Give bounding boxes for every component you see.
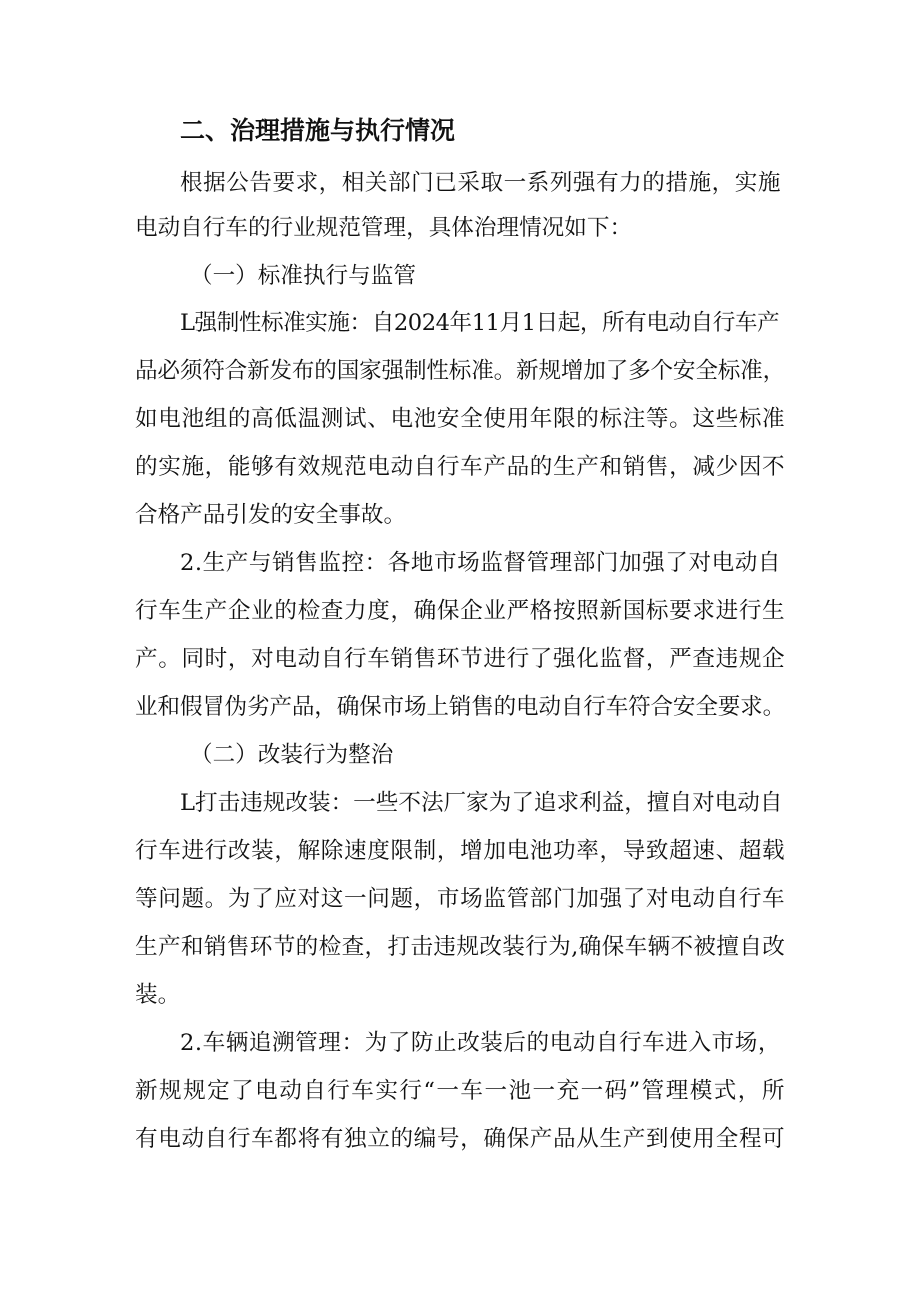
paragraph-line: 如电池组的高低温测试、电池安全使用年限的标注等。这些标准	[135, 406, 786, 432]
paragraph-line: L强制性标准实施：自2024年11月1日起，所有电动自行车产	[180, 310, 780, 336]
paragraph-line: 等问题。为了应对这一问题，市场监管部门加强了对电动自行车	[135, 886, 786, 912]
subsection-heading: （一）标准执行与监管	[190, 263, 416, 289]
paragraph-line: 行车进行改装，解除速度限制，增加电池功率，导致超速、超载	[135, 838, 786, 864]
paragraph-line: 业和假冒伪劣产品，确保市场上销售的电动自行车符合安全要求。	[135, 694, 785, 720]
paragraph-line: 的实施，能够有效规范电动自行车产品的生产和销售，减少因不	[135, 454, 786, 480]
paragraph-line: 电动自行车的行业规范管理，具体治理情况如下：	[135, 215, 633, 241]
paragraph-line: 行车生产企业的检查力度，确保企业严格按照新国标要求进行生	[135, 598, 786, 624]
paragraph-line: 产。同时，对电动自行车销售环节进行了强化监督，严查违规企	[135, 646, 786, 672]
paragraph-line: 2.生产与销售监控：各地市场监督管理部门加强了对电动自	[180, 550, 781, 576]
paragraph-line: 根据公告要求，相关部门已采取一系列强有力的措施，实施	[180, 170, 781, 196]
paragraph-line: L打击违规改装：一些不法厂家为了追求利益，擅自对电动自	[180, 790, 783, 816]
paragraph-line: 有电动自行车都将有独立的编号，确保产品从生产到使用全程可	[135, 1126, 786, 1152]
paragraph-line: 新规规定了电动自行车实行“一车一池一充一码”管理模式，所	[135, 1078, 786, 1104]
section-heading: 二、治理措施与执行情况	[180, 116, 456, 145]
paragraph-line: 装。	[135, 982, 181, 1008]
paragraph-line: 生产和销售环节的检查，打击违规改装行为,确保车辆不被擅自改	[135, 934, 786, 960]
subsection-heading: （二）改装行为整治	[190, 742, 394, 768]
paragraph-line: 2.车辆追溯管理：为了防止改装后的电动自行车进入市场，	[180, 1030, 781, 1056]
paragraph-line: 合格产品引发的安全事故。	[135, 502, 407, 528]
paragraph-line: 品必须符合新发布的国家强制性标准。新规增加了多个安全标准，	[135, 358, 785, 384]
